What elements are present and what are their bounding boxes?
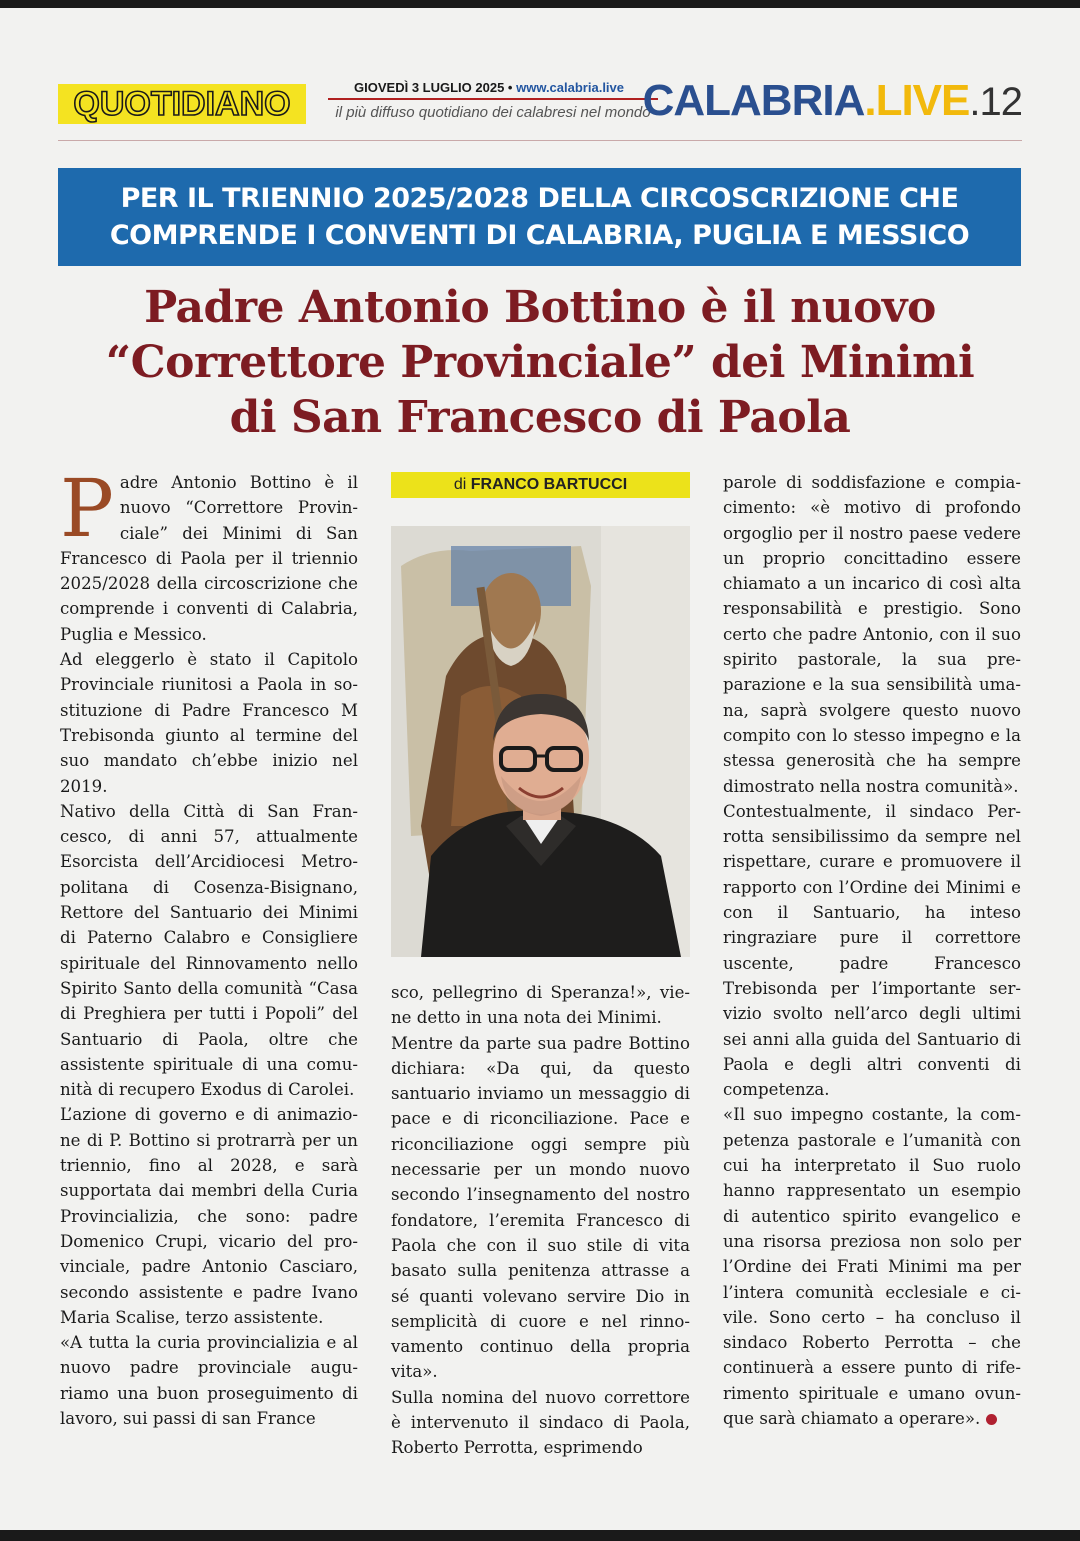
byline	[391, 472, 690, 498]
article-headline	[58, 280, 1022, 445]
headline-line-3: di San Francesco di Paola	[229, 392, 851, 443]
issue-date: GIOVEDÌ 3 LUGLIO 2025 •	[354, 80, 513, 95]
paragraph: L’azione di governo e di animazione di P. Bottino si protrarrà per un triennio, fino al 2028, e sarà supportata dai membri della Curia Provincializia, che sono: padre Domenico Crupi, vicario del provinciale, padre Antonio Casciaro, secondo assistente e padre Ivano Maria Scalise, terzo assistente.	[60, 1105, 358, 1327]
paragraph: parole di soddisfazione e compiacimento: «è motivo di profondo orgoglio per il nostro paese vedere un proprio concittadino essere chiamato a un incarico di così alta responsabilità e prestigio. Sono certo che padre Antonio, con il suo spirito pastorale, la sua preparazione e la sua sensibilità umana, saprà svolgere questo nuovo compito con lo stesso impegno e la stessa generosità che ha sempre dimostrato nella nostra comunità».	[723, 473, 1021, 796]
masthead-date-line	[328, 80, 658, 95]
brand-name: CALABRIA	[642, 76, 865, 125]
page-number: .12	[969, 80, 1022, 124]
masthead-rule	[328, 98, 658, 100]
paragraph: Ad eleggerlo è stato il Capitolo Provinciale riunitosi a Paola in sostituzione di Padre Francesco M Trebisonda giunto al termine del suo mandato ch’ebbe inizio nel 2019.	[60, 650, 358, 796]
paragraph: Mentre da parte sua padre Bottino dichiara: «Da qui, da questo santuario inviamo un messaggio di pace e di riconciliazione. Pace e riconciliazione oggi sempre più necessarie per un mondo nuovo secondo l’insegnamento del nostro fondatore, l’eremita Francesco di Paola che con il suo stile di vita basato sulla penitenza attrasse a sé quanti volevano servire Dio in semplicità di cuore e nel rinnovamento continuo della propria vita».	[391, 1033, 690, 1382]
drop-cap: P	[60, 462, 114, 555]
masthead-tagline: il più diffuso quotidiano dei calabresi nel mondo	[335, 104, 651, 121]
masthead-center	[328, 80, 658, 121]
byline-prefix: di	[453, 476, 467, 493]
masthead	[58, 76, 1022, 140]
top-border	[0, 0, 1080, 8]
kicker-line-2: COMPRENDE I CONVENTI DI CALABRIA, PUGLIA E MESSICO	[109, 220, 970, 251]
article-column-3	[723, 470, 1021, 1431]
article-column-2	[391, 980, 690, 1461]
headline-line-1: Padre Antonio Bottino è il nuovo	[144, 282, 936, 333]
byline-author: FRANCO BARTUCCI	[470, 476, 628, 493]
paragraph: Contestualmente, il sindaco Perrotta sensibilissimo da sempre nel rispettare, curare e promuovere il rapporto con l’Ordine dei Minimi e con il Santuario, ha inteso ringraziare pure il correttore uscente, padre Francesco Trebisonda per l’importante servizio svolto nell’arco degli ultimi sei anni alla guida del Santuario di Paola e degli altri conventi di competenza.	[723, 801, 1021, 1100]
article-photo	[391, 526, 690, 957]
paragraph: Padre Antonio Bottino è il nuovo “Correttore Provinciale” dei Minimi di San Francesco di Paola per il triennio 2025/2028 della circoscrizione che comprende i conventi di Calabria, Puglia e Messico.	[60, 462, 358, 644]
paper-name-logo: QUOTIDIANO	[58, 84, 306, 124]
masthead-divider	[58, 140, 1022, 141]
kicker-line-1: PER IL TRIENNIO 2025/2028 DELLA CIRCOSCRIZIONE CHE	[120, 183, 959, 214]
brand-suffix: .LIVE	[864, 76, 970, 125]
article-column-1	[60, 462, 358, 1431]
portrait-illustration	[391, 526, 690, 957]
paragraph: «Il suo impegno costante, la competenza pastorale e l’umanità con cui ha interpretato il Suo ruolo hanno rappresentato un esempio di autentico spirito evangelico e una risorsa preziosa non solo per l’Ordine dei Frati Minimi ma per l’intera comunità ecclesiale e civile. Sono certo – ha concluso il sindaco Roberto Perrotta – che continuerà a essere punto di riferimento spirituale e umano ovunque sarà chiamato a operare».	[723, 1105, 1021, 1428]
paragraph: «A tutta la curia provincializia e al nuovo padre provinciale auguriamo una buon proseguimento di lavoro, sui passi di san France	[60, 1333, 358, 1428]
website-link[interactable]: www.calabria.live	[516, 80, 624, 95]
headline-line-2: “Correttore Provinciale” dei Minimi	[105, 337, 975, 388]
paragraph: Sulla nomina del nuovo correttore è intervenuto il sindaco di Paola, Roberto Perrotta, esprimendo	[391, 1387, 690, 1458]
paragraph: sco, pellegrino di Speranza!», viene detto in una nota dei Minimi.	[391, 983, 690, 1028]
paragraph: Nativo della Città di San Francesco, di anni 57, attualmente Esorcista dell’Arcidiocesi Metropolitana di Cosenza-Bisignano, Rettore del Santuario dei Minimi di Paterno Calabro e Consigliere spirituale del Rinnovamento nello Spirito Santo della comunità “Casa di Preghiera per tutti i Popoli” del Santuario di Paola, oltre che assistente spirituale di una comunità di recupero Exodus di Carolei.	[60, 801, 358, 1100]
bottom-border	[0, 1530, 1080, 1541]
kicker-box	[58, 168, 1021, 266]
brand-logo	[643, 76, 1022, 126]
end-mark-icon	[986, 1414, 997, 1425]
